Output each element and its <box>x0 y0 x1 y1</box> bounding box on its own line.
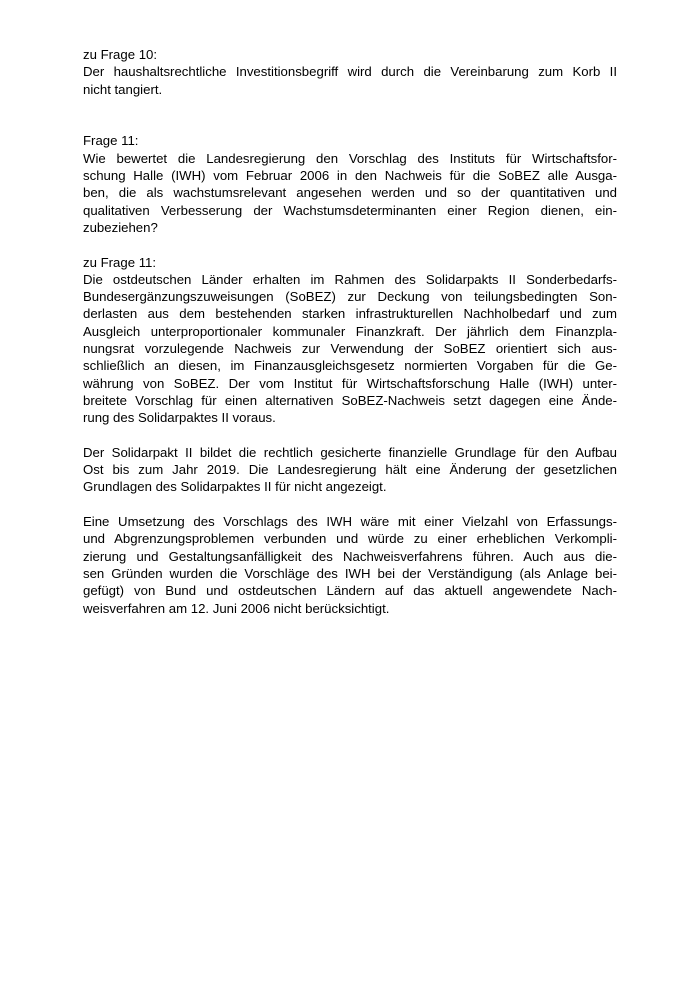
answer-10 <box>83 46 617 98</box>
answer-11-paragraph-3 <box>83 513 617 617</box>
paragraph-line: Grundlagen des Solidarpaktes II für nicht angezeigt. <box>83 479 387 495</box>
paragraph-line: breitete Vorschlag für einen alternativen SoBEZ-Nachweis setzt dagegen eine Ände- <box>83 392 617 408</box>
question-11 <box>83 132 617 236</box>
paragraph-line: Die ostdeutschen Länder erhalten im Rahmen des Solidarpakts II Sonderbedarfs- <box>83 271 617 287</box>
paragraph-line: nungsrat vorzulegende Nachweis zur Verwendung der SoBEZ orientiert sich aus- <box>83 341 617 357</box>
question-11-line: zubeziehen? <box>83 219 158 235</box>
question-11-line: Wie bewertet die Landesregierung den Vorschlag des Instituts für Wirtschaftsfor- <box>83 150 617 166</box>
paragraph-line: Eine Umsetzung des Vorschlags des IWH wäre mit einer Vielzahl von Erfassungs- <box>83 514 617 530</box>
answer-10-line: Der haushaltsrechtliche Investitionsbegriff wird durch die Vereinbarung zum Korb II <box>83 64 617 80</box>
paragraph-line: sen Gründen wurden die Vorschläge des IWH bei der Verständigung (als Anlage bei- <box>83 565 617 581</box>
paragraph-line: schließlich an diesen, im Finanzausgleichsgesetz normierten Vorgaben für die Ge- <box>83 358 617 374</box>
paragraph-line: rung des Solidarpaktes II voraus. <box>83 410 276 426</box>
answer-11-paragraph-1 <box>83 271 617 427</box>
answer-10-line: nicht tangiert. <box>83 81 163 97</box>
paragraph-line: weisverfahren am 12. Juni 2006 nicht berücksichtigt. <box>83 600 390 616</box>
paragraph-line: Ausgleich unterproportionaler kommunaler Finanzkraft. Der jährlich dem Finanzpla- <box>83 323 617 339</box>
answer-11 <box>83 254 617 617</box>
paragraph-line: Der Solidarpakt II bildet die rechtlich gesicherte finanzielle Grundlage für den Aufbau <box>83 444 617 460</box>
document-page <box>83 46 617 617</box>
paragraph-line: zierung und Gestaltungsanfälligkeit des Nachweisverfahrens führen. Auch aus die- <box>83 548 617 564</box>
paragraph-line: währung von SoBEZ. Der vom Institut für Wirtschaftsforschung Halle (IWH) unter- <box>83 375 617 391</box>
spacer <box>83 496 617 513</box>
question-11-line: ben, die als wachstumsrelevant angesehen werden und so der quantitativen und <box>83 185 617 201</box>
paragraph-line: und Abgrenzungsproblemen verbunden und würde zu einer erheblichen Verkompli- <box>83 531 617 547</box>
spacer <box>83 427 617 444</box>
paragraph-line: Ost bis zum Jahr 2019. Die Landesregierung hält eine Änderung der gesetzlichen <box>83 462 617 478</box>
answer-10-heading: zu Frage 10: <box>83 47 158 62</box>
question-11-line: schung Halle (IWH) vom Februar 2006 in den Nachweis für die SoBEZ alle Ausga- <box>83 168 617 184</box>
spacer <box>83 98 617 133</box>
paragraph-line: gefügt) von Bund und ostdeutschen Ländern auf das aktuell angewendete Nach- <box>83 583 617 599</box>
spacer <box>83 236 617 253</box>
answer-11-heading: zu Frage 11: <box>83 254 157 270</box>
answer-11-paragraph-2 <box>83 444 617 496</box>
paragraph-line: Bundesergänzungszuweisungen (SoBEZ) zur Deckung von teilungsbedingten Son- <box>83 289 617 305</box>
question-11-line: qualitativen Verbesserung der Wachstumsdeterminanten einer Region dienen, ein- <box>83 202 617 218</box>
paragraph-line: derlasten aus dem bestehenden starken infrastrukturellen Nachholbedarf und zum <box>83 306 617 322</box>
question-11-heading: Frage 11: <box>83 133 139 149</box>
